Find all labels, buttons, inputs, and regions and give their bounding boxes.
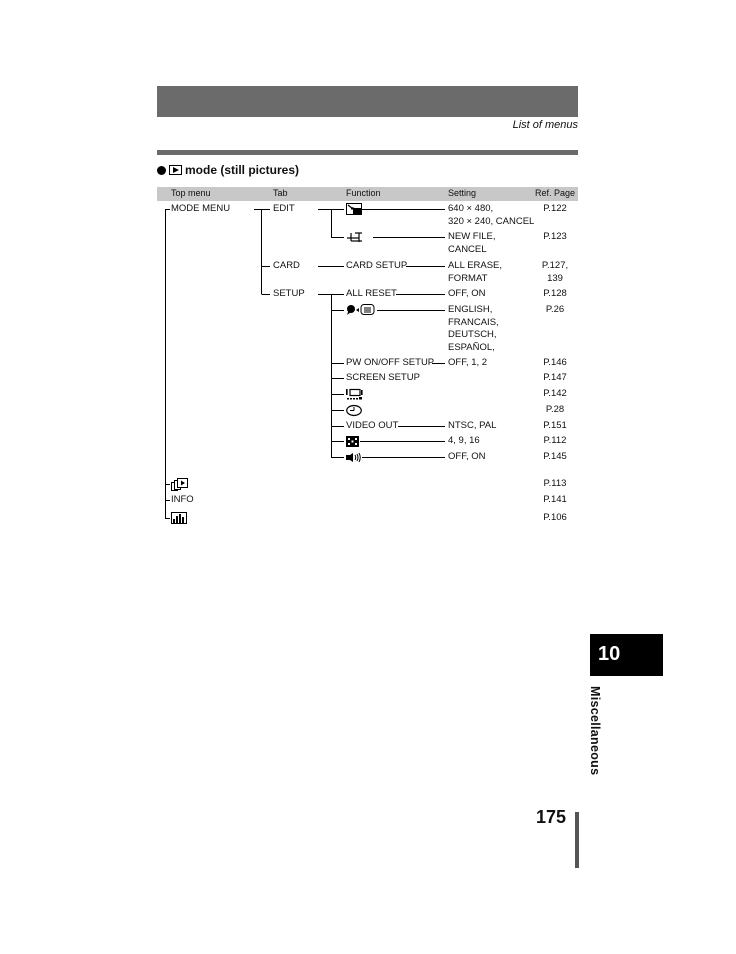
setting-all-reset: OFF, ON: [448, 288, 486, 299]
page-trim: P.123: [543, 231, 567, 242]
setting-trim-line1: NEW FILE,: [448, 231, 496, 242]
resize-icon: [346, 203, 362, 215]
setting-pw-setup: OFF, 1, 2: [448, 357, 488, 368]
page-histogram: P.106: [543, 512, 567, 523]
setting-resize: [448, 203, 534, 228]
function-all-reset: ALL RESET: [346, 288, 397, 299]
page-pw-setup: P.146: [543, 357, 567, 368]
page-screen-setup: P.147: [543, 372, 567, 383]
tab-setup: SETUP: [273, 288, 305, 299]
index-display-icon: [346, 436, 360, 447]
setting-trim-line2: CANCEL: [448, 243, 487, 255]
beep-icon: [346, 452, 362, 463]
function-pw-setup: PW ON/OFF SETUP: [346, 357, 435, 368]
col-setting: Setting: [448, 188, 477, 198]
setting-language-line1: ENGLISH,: [448, 304, 493, 315]
page-clock: P.28: [545, 404, 565, 415]
histogram-icon: [171, 512, 187, 524]
trim-icon: [346, 231, 372, 243]
tab-edit: EDIT: [273, 203, 295, 214]
page-card-setup-line2: 139: [547, 272, 563, 284]
setting-card-setup-line2: FORMAT: [448, 272, 488, 284]
monitor-brightness-icon: [346, 388, 366, 401]
page-monitor-brightness: P.142: [543, 388, 567, 399]
setting-language-line4: ESPAÑOL,: [448, 341, 495, 353]
setting-card-setup: [448, 260, 502, 285]
setting-card-setup-line1: ALL ERASE,: [448, 260, 503, 271]
setting-language-line2: FRANCAIS,: [448, 316, 499, 328]
setting-resize-line2: 320 × 240, CANCEL: [448, 215, 535, 227]
page-info: P.141: [543, 494, 567, 505]
col-ref-page: Ref. Page: [535, 188, 576, 198]
page-number-bar: [575, 812, 579, 868]
slideshow-icon: [171, 478, 189, 491]
page-card-setup-line1: P.127,: [541, 260, 569, 271]
setting-beep: OFF, ON: [448, 451, 486, 462]
col-tab: Tab: [273, 188, 288, 198]
page-video-out: P.151: [543, 420, 567, 431]
setting-trim: [448, 231, 496, 256]
chapter-number: 10: [598, 643, 621, 665]
setting-resize-line1: 640 × 480,: [448, 203, 494, 214]
tab-card: CARD: [273, 260, 300, 271]
setting-language: [448, 304, 499, 354]
setting-index-display: 4, 9, 16: [448, 435, 480, 446]
function-video-out: VIDEO OUT: [346, 420, 399, 431]
clock-icon: [346, 404, 364, 417]
language-icon: [346, 303, 377, 317]
section-title: List of menus: [512, 119, 578, 131]
setting-language-line3: DEUTSCH,: [448, 329, 497, 340]
function-card-setup: CARD SETUP: [346, 260, 408, 271]
top-menu-mode-menu: MODE MENU: [171, 203, 231, 214]
mode-heading-text: mode (still pictures): [185, 163, 300, 177]
page-beep: P.145: [543, 451, 567, 462]
page-language: P.26: [545, 304, 565, 315]
page-number: 175: [536, 807, 567, 827]
page-card-setup: [530, 260, 580, 285]
page-resize: P.122: [543, 203, 567, 214]
col-function: Function: [346, 188, 381, 198]
col-top-menu: Top menu: [171, 188, 211, 198]
top-menu-info: INFO: [171, 494, 194, 505]
setting-video-out: NTSC, PAL: [448, 420, 497, 431]
chapter-label: Miscellaneous: [588, 686, 602, 776]
function-screen-setup: SCREEN SETUP: [346, 372, 420, 383]
page-index-display: P.112: [543, 435, 567, 446]
page-all-reset: P.128: [543, 288, 567, 299]
page-slideshow: P.113: [543, 478, 567, 489]
